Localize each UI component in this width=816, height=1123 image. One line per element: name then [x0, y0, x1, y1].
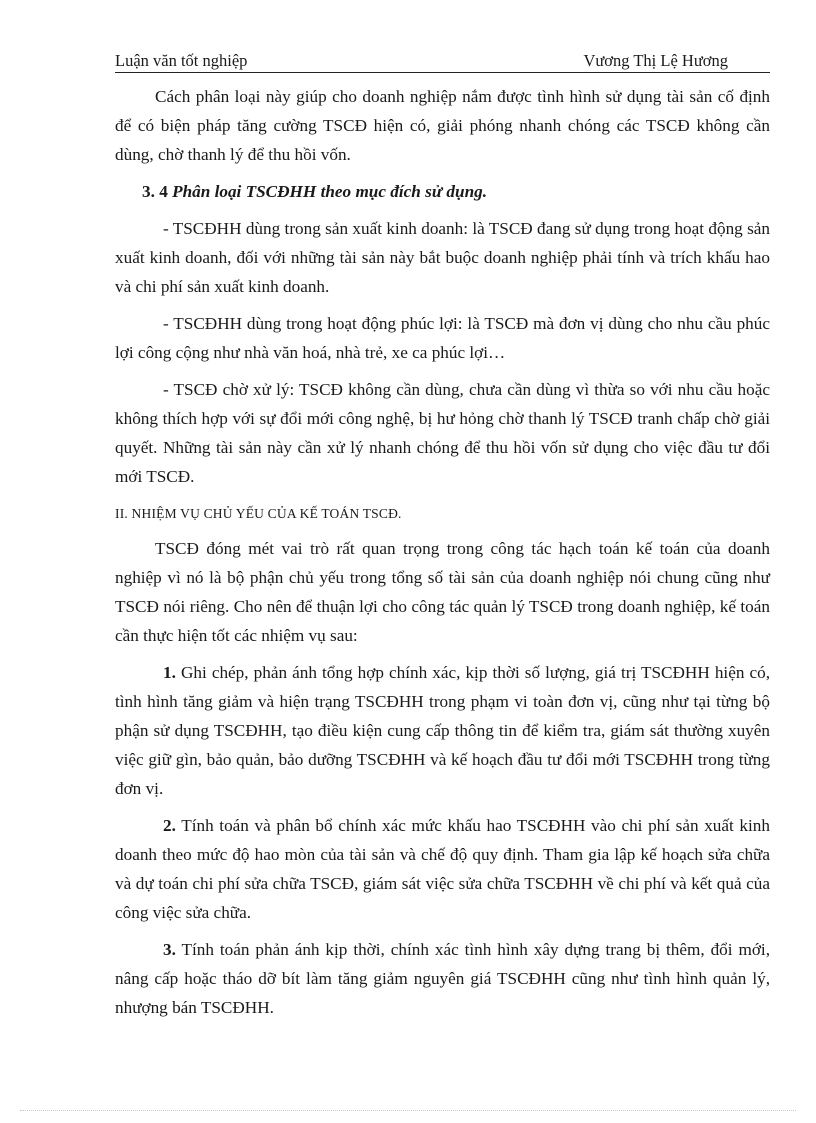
page-bottom-divider: [20, 1110, 796, 1111]
paragraph-pending-disposal: - TSCĐ chờ xử lý: TSCĐ không cần dùng, chưa cần dùng vì thừa so với nhu cầu hoặc không thích hợp với sự đổi mới công nghệ, bị hư hỏng chờ thanh lý TSCĐ tranh chấp chờ giải quyết. Những tài sản này cần xử lý nhanh chóng để thu hồi vốn sử dụng cho việc đầu tư đổi mới TSCĐ.: [115, 380, 770, 486]
paragraph-welfare-use: - TSCĐHH dùng trong hoạt động phúc lợi: là TSCĐ mà đơn vị dùng cho nhu cầu phúc lợi công cộng như nhà văn hoá, nhà trẻ, xe ca phúc lợi…: [115, 314, 770, 362]
header-thesis-title: Luận văn tốt nghiệp: [115, 51, 248, 70]
task-number-3: 3.: [163, 940, 176, 959]
header-author-name: Vương Thị Lệ Hương: [583, 51, 728, 70]
paragraph-classification-benefit: Cách phân loại này giúp cho doanh nghiệp nắm được tình hình sử dụng tài sản cố định để có biện pháp tăng cường TSCĐ hiện có, giải phóng nhanh chóng các TSCĐ không cần dùng, chờ thanh lý để thu hồi vốn.: [115, 87, 770, 164]
page-header: [115, 50, 770, 73]
task-item-1: [115, 658, 770, 803]
task-item-2: [115, 811, 770, 927]
paragraph-business-use: - TSCĐHH dùng trong sản xuất kinh doanh: là TSCĐ đang sử dụng trong hoạt động sản xuất kinh doanh, đối với những tài sản này bắt buộc doanh nghiệp phải tính và trích khấu hao và chi phí sản xuất kinh doanh.: [115, 219, 770, 296]
paragraph-role-of-fixed-assets: TSCĐ đóng mét vai trò rất quan trọng trong công tác hạch toán kế toán của doanh nghiệp vì nó là bộ phận chủ yếu trong tổng số tài sản của doanh nghiệp nói chung cũng như TSCĐ nói riêng. Cho nên để thuận lợi cho công tác quản lý TSCĐ trong doanh nghiệp, kế toán cần thực hiện tốt các nhiệm vụ sau:: [115, 539, 770, 645]
subsection-title: Phân loại TSCĐHH theo mục đích sử dụng.: [172, 182, 488, 201]
task-number-2: 2.: [163, 816, 176, 835]
section-heading: II. NHIỆM VỤ CHỦ YẾU CỦA KẾ TOÁN TSCĐ.: [115, 506, 402, 521]
task-number-1: 1.: [163, 663, 176, 682]
task-text-2: Tính toán và phân bổ chính xác mức khấu hao TSCĐHH vào chi phí sản xuất kinh doanh theo mức độ hao mòn của tài sản và chế độ quy định. Tham gia lập kế hoạch sửa chữa và dự toán chi phí sửa chữa TSCĐ, giám sát việc sửa chữa TSCĐHH về chi phí và kết quả của công việc sửa chữa.: [115, 816, 770, 922]
task-item-3: [115, 935, 770, 1022]
task-text-1: Ghi chép, phản ánh tổng hợp chính xác, kịp thời số lượng, giá trị TSCĐHH hiện có, tình hình tăng giảm và hiện trạng TSCĐHH trong phạm vi toàn đơn vị, cũng như tại từng bộ phận sử dụng TSCĐHH, tạo điều kiện cung cấp thông tin để kiểm tra, giám sát thường xuyên việc giữ gìn, bảo quản, bảo dưỡng TSCĐHH và kế hoạch đầu tư đổi mới TSCĐHH trong từng đơn vị.: [115, 663, 771, 798]
subsection-number: 3. 4: [142, 182, 168, 201]
subsection-heading: [115, 177, 770, 206]
task-text-3: Tính toán phản ánh kịp thời, chính xác tình hình xây dựng trang bị thêm, đổi mới, nâng cấp hoặc tháo dỡ bít làm tăng giảm nguyên giá TSCĐHH cũng như tình hình quản lý, nhượng bán TSCĐHH.: [115, 940, 770, 1017]
page-body: [115, 82, 770, 1030]
